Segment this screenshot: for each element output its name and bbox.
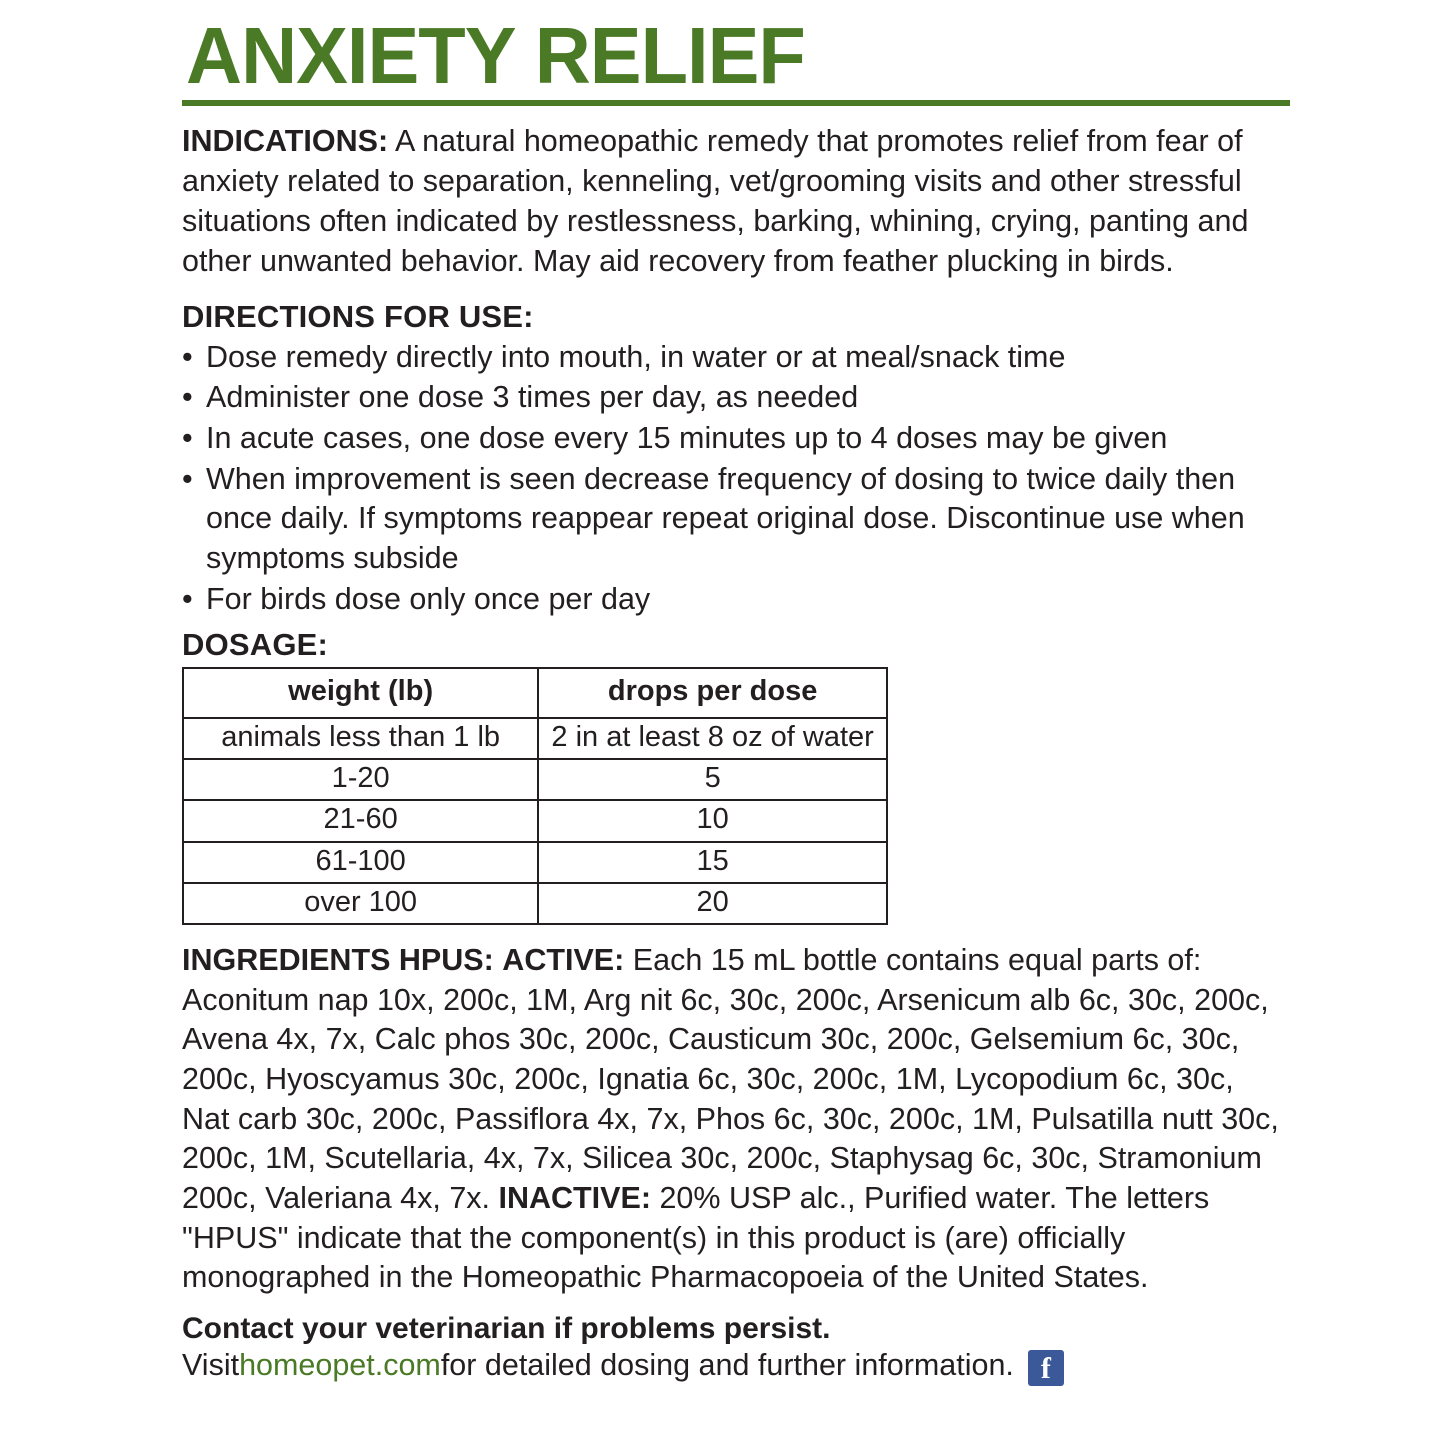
visit-prefix: Visit — [182, 1348, 240, 1383]
cell-weight: 1-20 — [183, 759, 538, 800]
list-item — [182, 338, 1285, 378]
ingredients-heading: INGREDIENTS HPUS: — [182, 943, 494, 978]
dosage-heading: DOSAGE: — [182, 627, 329, 663]
cell-drops: 5 — [538, 759, 887, 800]
list-item — [182, 580, 1285, 620]
visit-note — [182, 1348, 1014, 1383]
facebook-icon[interactable]: f — [1028, 1350, 1064, 1386]
ingredients-active-label: ACTIVE: — [502, 943, 625, 978]
website-link[interactable]: homeopet.com — [239, 1348, 441, 1383]
page-title: ANXIETY RELIEF — [186, 11, 805, 100]
visit-suffix: for detailed dosing and further information. — [440, 1348, 1014, 1383]
list-item-text: In acute cases, one dose every 15 minutes up to 4 doses may be given — [206, 421, 1168, 456]
table-row — [183, 842, 887, 883]
footer — [180, 1312, 1285, 1384]
bullet-icon: • — [182, 421, 193, 456]
indications-heading: INDICATIONS: — [182, 124, 389, 158]
visit-row — [180, 1348, 1285, 1384]
bullet-icon: • — [182, 339, 193, 374]
list-item-text: Dose remedy directly into mouth, in water or at meal/snack time — [206, 339, 1066, 374]
indications-paragraph — [182, 122, 1285, 282]
ingredients-active-text: Each 15 mL bottle contains equal parts of: Aconitum nap 10x, 200c, 1M, Arg nit 6c, 30c, 200c, Arsenicum alb 6c, 30c, 200c, Avena 4x, 7x, Calc phos 30c, 200c, Causticum 30c, 200c, Gelsemium 6c, 30c, 200c, Hyoscyamus 30c, 200c, Ignatia 6c, 30c, 200c, 1M, Lycopodium 6c, 30c, Nat carb 30c, 200c, Passiflora 4x, 7x, Phos 6c, 30c, 200c, 1M, Pulsatilla nutt 30c, 200c, 1M, Scutellaria, 4x, 7x, Silicea 30c, 200c, Staphysag 6c, 30c, Stramonium 200c, Valeriana 4x, 7x. — [182, 943, 1279, 1216]
bullet-icon: • — [182, 581, 193, 616]
table-row — [183, 883, 887, 924]
bullet-icon: • — [182, 461, 193, 496]
cell-weight: animals less than 1 lb — [183, 718, 538, 759]
list-item — [182, 378, 1285, 418]
cell-drops: 10 — [538, 800, 887, 841]
list-item — [182, 460, 1285, 579]
list-item-text: For birds dose only once per day — [206, 581, 651, 616]
title-divider — [182, 100, 1290, 106]
cell-drops: 15 — [538, 842, 887, 883]
directions-list — [182, 338, 1285, 619]
ingredients-inactive-text: 20% USP alc., Purified water. The letters "HPUS" indicate that the component(s) in this product is (are) officially monographed in the Homeopathic Pharmacopoeia of the United States. — [182, 1181, 1210, 1295]
table-row — [183, 800, 887, 841]
ingredients-paragraph — [182, 941, 1285, 1298]
cell-weight: over 100 — [183, 883, 538, 924]
list-item-text: Administer one dose 3 times per day, as needed — [206, 380, 859, 415]
table-row — [183, 759, 887, 800]
dosage-table — [182, 667, 888, 925]
cell-drops: 20 — [538, 883, 887, 924]
bullet-icon: • — [182, 380, 193, 415]
column-header-weight: weight (lb) — [183, 668, 538, 717]
cell-weight: 61-100 — [183, 842, 538, 883]
indications-text: A natural homeopathic remedy that promotes relief from fear of anxiety related to separation, kenneling, vet/grooming visits and other stressful situations often indicated by restlessness, barking, whining, crying, panting and other unwanted behavior. May aid recovery from feather plucking in birds. — [182, 124, 1249, 278]
table-header-row — [183, 668, 887, 717]
ingredients-inactive-label: INACTIVE: — [498, 1181, 651, 1216]
list-item-text: When improvement is seen decrease frequency of dosing to twice daily then once daily. If symptoms reappear repeat original dose. Discontinue use when symptoms subside — [206, 461, 1245, 576]
contact-veterinarian-note: Contact your veterinarian if problems persist. — [182, 1311, 831, 1345]
column-header-drops: drops per dose — [538, 668, 887, 717]
cell-weight: 21-60 — [183, 800, 538, 841]
cell-drops: 2 in at least 8 oz of water — [538, 718, 887, 759]
table-row — [183, 718, 887, 759]
list-item — [182, 419, 1285, 459]
directions-heading: DIRECTIONS FOR USE: — [182, 298, 534, 334]
